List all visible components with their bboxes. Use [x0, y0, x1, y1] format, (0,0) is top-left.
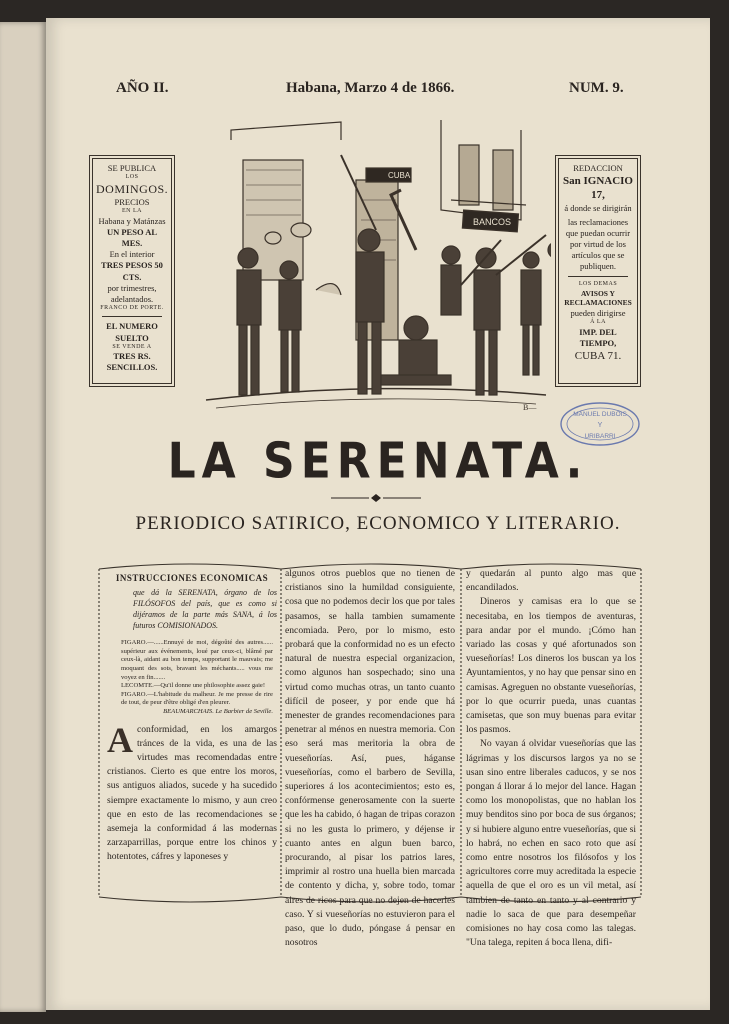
- epigraph-line: LECOMTE.—Qu'il donne une philosophie assez gaie!: [121, 682, 266, 690]
- box-line: Á LA: [590, 319, 606, 326]
- box-divider: [568, 276, 628, 277]
- box-line: CUBA 71.: [574, 350, 622, 363]
- box-line: San IGNACIO 17,: [563, 175, 633, 202]
- title-ornament: [331, 494, 421, 502]
- newspaper-page: [46, 18, 710, 1010]
- article-body: Dineros y camisas era lo que se necesitaba, en los tiempos de aventuras, para andar por el mundo. ¡Cómo han variado las cosas y qué afortunados son vueseñorías! Los dineros los buscan ya los Ayuntamientos, y no hay que pensar sino en camisas. Agreguen no obstante vueseñorías, por lo que ocurrir pueda, unas cuantas camisetas, que son muy buenas para evitar los pasmos.: [466, 596, 636, 736]
- box-line: Habana y Matánzas: [98, 216, 166, 227]
- box-line: FRANCO DE PORTE.: [100, 304, 164, 311]
- box-divider: [102, 316, 162, 317]
- box-line: REDACCION: [573, 163, 623, 173]
- sign-cuba: CUBA: [388, 171, 411, 180]
- box-line: UN PESO AL MES.: [106, 227, 158, 249]
- box-line: pueden dirigirse: [570, 308, 626, 319]
- article-body: algunos otros pueblos que no tienen de cristianos sino la humildad consiguiente, cosa que no podemos decir los que por tales pasamos, se halla tambien sumamente encomiada. Pero, por lo mismo, esto probará que la conformidad no es un efecto natural de nuestra especial organizacion, como algunos han sospechado; sino una virtud como muchas otras, un tanto cuanto difícil de poseer, y por ende que há menester de grandes recomendaciones para penetrar al ménos en nuestra memoria. Con eso será mas meritoria la obra de vueseñorías. Así, pues, háganse vueseñorías, como el barbero de Sevilla, superiores á los acontecimientos; esto es, confórmense generosamente con la suerte que les ha cabido, ó hagan de tripas corazon si no les gusta lo primero, y déjense ir cuanto antes en algun buen barco, procurando, al pisar los patrios lares, imprimir al rostro una huella bien marcada de contento y dicha, y, sobre todo, tomar aires de ricos para que no dejen de hacerles caso. Y si vueseñorías no estuvieron para el paso, que lo dudo, póngase á pensar en nosotros: [285, 568, 455, 949]
- box-line: TRES RS. SENCILLOS.: [106, 351, 158, 373]
- epigraph: [121, 639, 273, 716]
- issue-number: NUM. 9.: [569, 80, 624, 96]
- editorial-office-box: [558, 158, 638, 384]
- stamp-line: Y: [597, 422, 603, 429]
- box-line: PRECIOS: [114, 197, 150, 208]
- subscription-box: [92, 158, 172, 384]
- box-line: EN LA: [122, 208, 142, 215]
- serenade-engraving: [201, 110, 551, 418]
- box-line: IMP. DEL TIEMPO,: [579, 327, 617, 349]
- column-1: [107, 567, 277, 865]
- box-line: AVISOS Y RECLAMACIONES: [564, 288, 632, 308]
- box-line: EL NUMERO SUELTO: [106, 321, 158, 343]
- sign-bancos: BANCOS: [473, 217, 512, 227]
- epigraph-line: FIGARO.—......Ennuyé de moi, dégoûté des autres...... supérieur aux événements, loué par ceux-ci, blâmé par ceux-là, aidant au bon temps, supportant le mauvais; me moquant des sots, bravant les méchants..... vous me voyez en fin.......: [121, 639, 273, 681]
- stamp-line: MANUEL DUBOIS: [573, 411, 627, 418]
- box-line: á donde se dirigirán: [564, 202, 632, 213]
- box-line: LOS: [125, 174, 139, 181]
- masthead-subtitle: PERIODICO SATIRICO, ECONOMICO Y LITERARIO.: [135, 513, 621, 534]
- column-3: [466, 567, 636, 950]
- stamp-line: URIBARRI: [584, 433, 616, 440]
- article-body: conformidad, en los amargos tránces de la vida, es una de las virtudes mas recomendadas entre cristianos. Cierto es que entre los moros, sus antiguos aliados, sucede y ha sucedido siempre exactamente lo mismo, y aun creo que en esto de las recomendaciones se asemeja la conformidad á las modernas zarzaparrillas, porque entre los chinos y hotentotes, cáfres y laponeses y: [107, 723, 277, 863]
- box-line: DOMINGOS.: [96, 181, 169, 196]
- issue-date: Habana, Marzo 4 de 1866.: [286, 80, 455, 96]
- box-line: LOS DEMAS: [578, 280, 618, 287]
- epigraph-source: BEAUMARCHAIS. Le Barbier de Seville.: [163, 707, 273, 715]
- drop-cap: A: [107, 719, 133, 760]
- facing-page-edge: [0, 22, 46, 1012]
- epigraph-line: FIGARO.—L'habitude du malheur. Je me presse de rire de tout, de peur d'être obligé d'en pleurer.: [121, 690, 273, 707]
- box-line: TRES PESOS 50 CTS.: [101, 260, 163, 282]
- box-line: SE VENDE A: [112, 343, 152, 350]
- article-body: No vayan á olvidar vueseñorías que las lágrimas y los discursos largos ya no se usan sino entre liberales caducos, y se nos pongan á llorar á lo mejor del lance. Hagan como los monopolistas, que no hablan los muy benditos sino por boca de sus órganos; y si hubiere alguno entre vueseñorías, que si lo habrá, no echen en saco roto que así como entre nosotros los filósofos y los agricultores corre muy acreditada la especie aquella de que el oro es un vil metal, así tambien de tanto en tanto y al contrario y nadie lo saca de que para desempeñar comisiones no hay cosa como las talegas. "Una talega, repiten á boca llena, difi-: [466, 738, 636, 949]
- box-line: las reclamaciones que puedan ocurrir por virtud de los artículos que se publiquen.: [565, 216, 631, 271]
- column-2: [285, 567, 455, 950]
- box-line: por trimestres, adelantados.: [107, 282, 157, 304]
- article-columns: [95, 561, 645, 949]
- issue-year: AÑO II.: [116, 80, 169, 96]
- article-dedication: que dá la SERENATA, órgano de los FILÓSOFOS del país, que es como si dijéramos de la parte más SANA, á los futuros COMISIONADOS.: [133, 588, 277, 631]
- article-body: y quedarán al punto algo mas que encandilados.: [466, 568, 636, 594]
- box-line: En el interior: [109, 249, 155, 260]
- masthead-title: LA SERENATA.: [167, 432, 589, 491]
- artist-signature: B—: [523, 403, 537, 412]
- article-heading: INSTRUCCIONES ECONOMICAS: [115, 573, 269, 583]
- box-line: SE PUBLICA: [107, 163, 157, 173]
